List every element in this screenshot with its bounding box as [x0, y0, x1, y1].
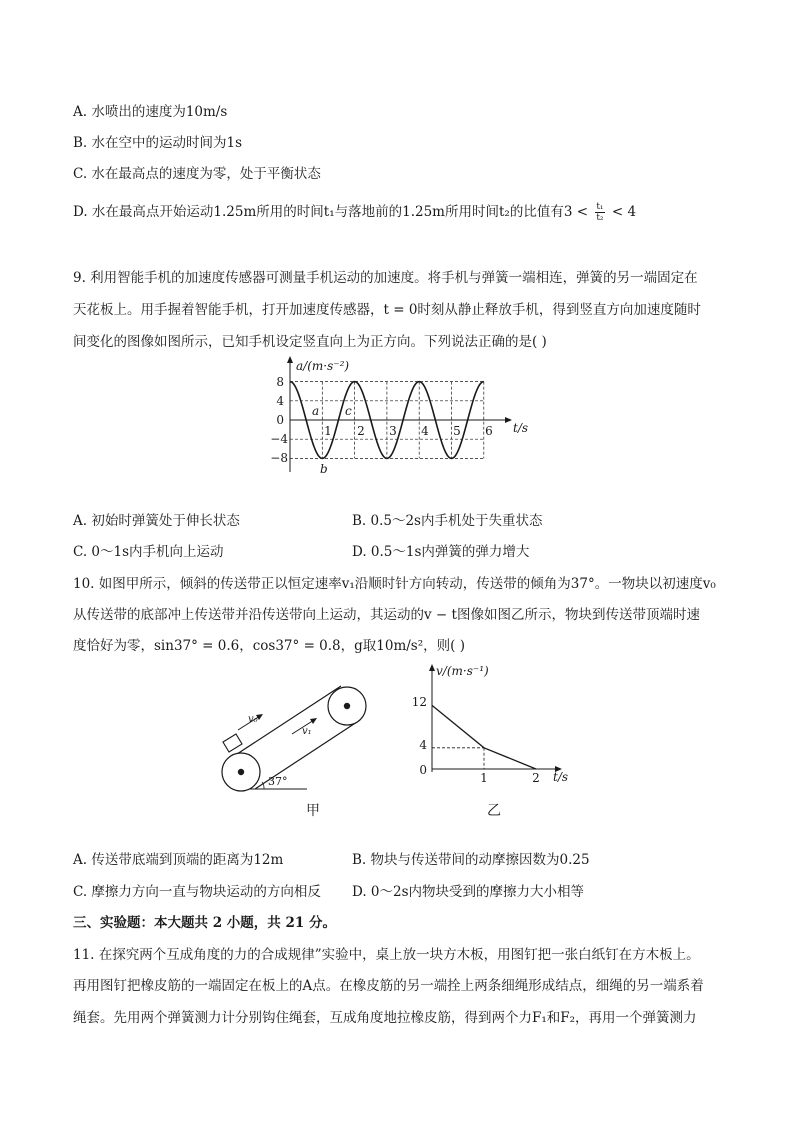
at-xtick-6: 6	[485, 424, 493, 438]
q10-option-d: D. 0～2s内物块受到的摩擦力大小相等	[352, 884, 585, 900]
q10-stem-line-3: 度恰好为零，sin37° = 0.6，cos37° = 0.8，g取10m/s²，则( )	[73, 638, 465, 654]
label-v1: v₁	[302, 726, 312, 737]
q8-fraction-den: t₂	[596, 213, 604, 223]
q10-stem-line-2: 从传送带的底部冲上传送带并沿传送带向上运动，其运动的v − t图像如图乙所示，物块到传送带顶端时速	[73, 607, 700, 623]
q8-option-d-suffix: < 4	[611, 204, 637, 220]
conveyor-figure	[212, 676, 382, 796]
at-point-b: b	[320, 462, 328, 476]
fig-yi-caption: 乙	[487, 803, 501, 819]
q9-option-b: B. 0.5～2s内手机处于失重状态	[352, 513, 543, 529]
at-xlabel: t/s	[513, 421, 529, 435]
at-ytick-8: 8	[276, 375, 284, 389]
at-xtick-2: 2	[357, 424, 365, 438]
top-roller-axle	[344, 703, 350, 709]
q9-stem-line-3: 间变化的图像如图所示，已知手机设定竖直向上为正方向。下列说法正确的是( )	[73, 334, 547, 350]
q8-option-b: B. 水在空中的运动时间为1s	[73, 135, 243, 151]
at-x-arrow	[505, 417, 512, 423]
vt-ytick-0: 0	[419, 763, 427, 777]
vt-xtick-2: 2	[532, 771, 540, 785]
at-ylabel: a/(m·s⁻²)	[296, 359, 350, 373]
at-xtick-4: 4	[421, 424, 429, 438]
vt-ylabel: v/(m·s⁻¹)	[436, 664, 489, 678]
q9-stem-line-2: 天花板上。用手握着智能手机，打开加速度传感器，t = 0时刻从静止释放手机，得到竖直方向加速度随时	[73, 302, 701, 318]
q8-option-c: C. 水在最高点的速度为零，处于平衡状态	[73, 166, 321, 182]
vt-y-arrow	[429, 664, 435, 671]
at-point-c: c	[345, 404, 352, 418]
at-xtick-5: 5	[453, 424, 461, 438]
at-xtick-3: 3	[389, 424, 397, 438]
q8-option-a: A. 水喷出的速度为10m/s	[73, 104, 228, 120]
block	[223, 734, 242, 752]
at-graph	[270, 354, 530, 480]
q10-stem-line-1: 10. 如图甲所示，倾斜的传送带正以恒定速率v₁沿顺时针方向转动，传送带的倾角为37°。一物块以初速度v₀	[73, 576, 716, 592]
vt-xlabel: t/s	[553, 770, 569, 784]
q9-option-c: C. 0～1s内手机向上运动	[73, 544, 224, 560]
vt-ytick-12: 12	[411, 695, 427, 709]
at-ytick-0: 0	[276, 413, 284, 427]
section-3-heading: 三、实验题：本大题共 2 小题，共 21 分。	[73, 915, 336, 931]
q10-option-c: C. 摩擦力方向一直与物块运动的方向相反	[73, 884, 321, 900]
at-point-a: a	[312, 404, 320, 418]
label-angle: 37°	[268, 775, 288, 788]
at-ytick-neg8: −8	[270, 451, 288, 465]
q8-option-d-text: D. 水在最高点开始运动1.25m所用的时间t₁与落地前的1.25m所用时间t₂的比值有3 <	[73, 204, 589, 220]
q8-option-d	[73, 202, 636, 223]
q11-line-1: 11. 在探究两个互成角度的力的合成规律”实验中，桌上放一块方木板，用图钉把一张白纸钉在方木板上。	[73, 947, 700, 963]
at-ytick-4: 4	[276, 394, 284, 408]
at-ytick-neg4: −4	[270, 432, 288, 446]
vt-graph	[408, 660, 588, 786]
vt-xtick-1: 1	[480, 771, 488, 785]
fig-jia-caption: 甲	[306, 803, 320, 819]
q11-line-3: 绳套。先用两个弹簧测力计分别钩住绳套，互成角度地拉橡皮筋，得到两个力F₁和F₂，再用一个弹簧测力	[73, 1010, 697, 1026]
q8-fraction	[595, 202, 604, 223]
v1-arrow-head	[310, 718, 317, 724]
at-y-arrow	[287, 356, 293, 363]
q10-option-a: A. 传送带底端到顶端的距离为12m	[73, 852, 284, 868]
label-v0: v₀	[248, 714, 258, 725]
q9-option-a: A. 初始时弹簧处于伸长状态	[73, 513, 240, 529]
at-xtick-1: 1	[324, 424, 332, 438]
q11-line-2: 再用图钉把橡皮筋的一端固定在板上的A点。在橡皮筋的另一端拴上两条细绳形成结点，细绳的另一端系着	[73, 978, 704, 994]
q8-fraction-num: t₁	[596, 202, 604, 212]
bottom-roller-axle	[238, 769, 244, 775]
q9-option-d: D. 0.5～1s内弹簧的弹力增大	[352, 544, 530, 560]
vt-ytick-4: 4	[419, 738, 427, 752]
q9-stem-line-1: 9. 利用智能手机的加速度传感器可测量手机运动的加速度。将手机与弹簧一端相连，弹簧的另一端固定在	[73, 270, 698, 286]
q10-option-b: B. 物块与传送带间的动摩擦因数为0.25	[352, 852, 590, 868]
